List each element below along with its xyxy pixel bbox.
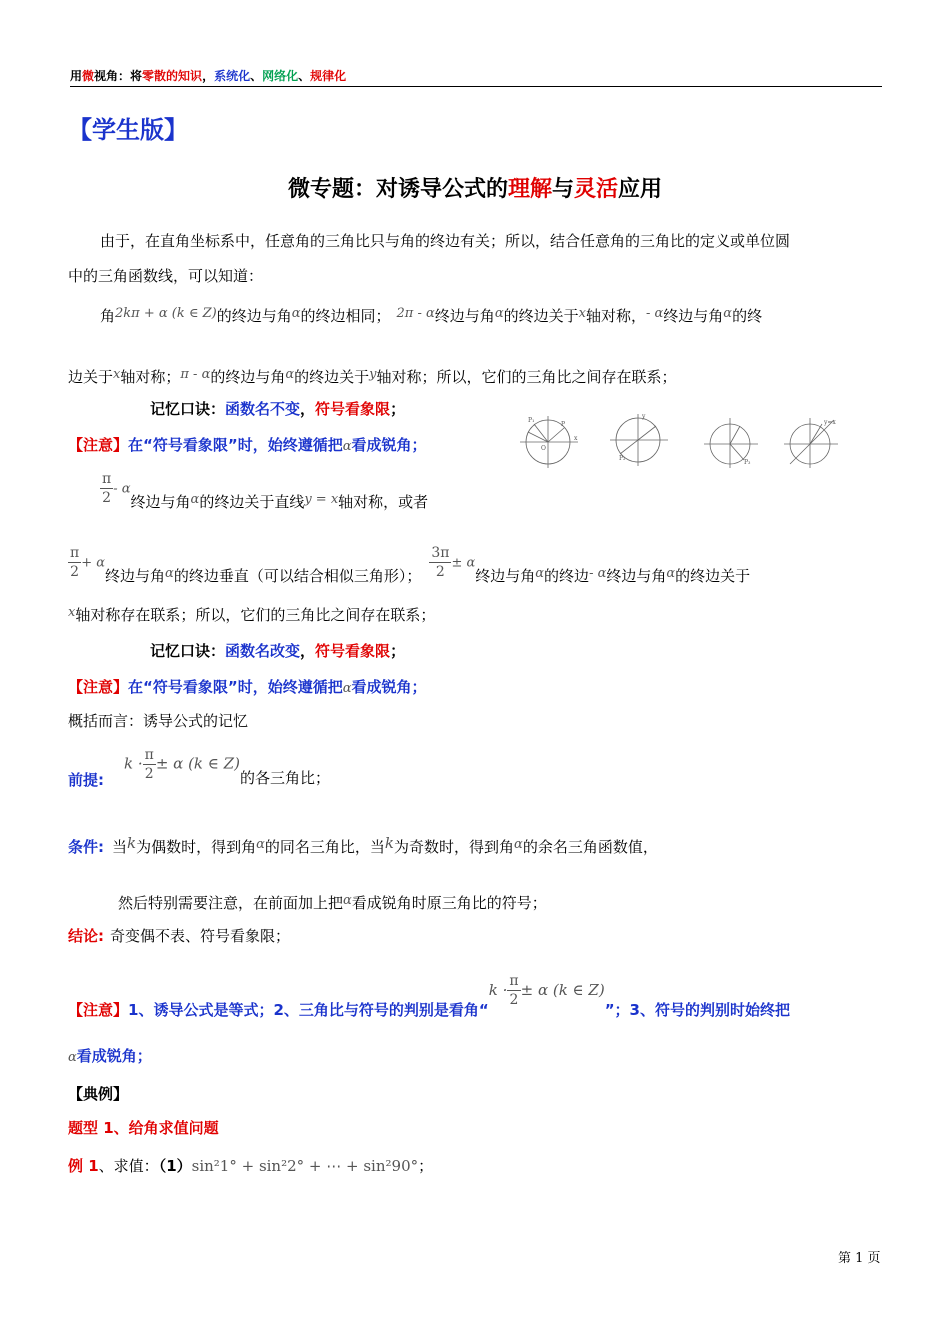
text: 的终边与角 bbox=[210, 368, 286, 386]
text: 轴对称，或者 bbox=[338, 492, 429, 511]
text: 轴对称， bbox=[585, 307, 646, 325]
text: 轴对称存在联系；所以，它们的三角比之间存在联系； bbox=[75, 606, 436, 624]
numerator: π bbox=[70, 545, 80, 561]
label: 前提: bbox=[68, 770, 104, 789]
fraction bbox=[143, 746, 156, 783]
formula: 2π - α bbox=[396, 306, 435, 321]
denominator: 2 bbox=[509, 992, 519, 1008]
formula: α bbox=[514, 837, 523, 852]
text: 终边与角 bbox=[475, 566, 536, 585]
text: 终边与角 bbox=[434, 307, 495, 325]
fraction bbox=[507, 972, 520, 1009]
fraction bbox=[429, 544, 451, 581]
page-number: 第 1 页 bbox=[838, 1251, 881, 1266]
formula: α bbox=[342, 439, 352, 454]
text: 的终边关于 bbox=[503, 307, 579, 325]
formula: ± α (k ∈ Z) bbox=[520, 981, 605, 999]
numerator: 3π bbox=[431, 545, 450, 561]
formula: α bbox=[68, 1050, 77, 1065]
title-text: 与 bbox=[551, 177, 574, 202]
text: 的终边垂直（可以结合相似三角形）； bbox=[173, 566, 422, 585]
text: 记忆口诀： bbox=[150, 400, 226, 418]
formula: y = x bbox=[304, 491, 339, 507]
formula: - α bbox=[589, 565, 607, 581]
formula: α bbox=[165, 565, 174, 581]
header-text: ， bbox=[202, 69, 215, 83]
formula: α bbox=[494, 306, 504, 321]
diagram-label: P bbox=[561, 421, 566, 428]
numerator: π bbox=[509, 973, 519, 989]
formula: k bbox=[384, 834, 395, 852]
text: ； bbox=[418, 1157, 434, 1175]
formula: α bbox=[291, 306, 301, 321]
relation-line-4 bbox=[68, 544, 751, 585]
diagram-label: P₃ bbox=[744, 459, 751, 466]
header-text: 、 bbox=[298, 69, 311, 83]
formula: + α bbox=[81, 555, 106, 571]
text: 然后特别需要注意，在前面加上把 bbox=[118, 894, 344, 912]
formula: α bbox=[723, 306, 733, 321]
diagram-label: P₁ bbox=[528, 417, 535, 424]
text: 【注意】 bbox=[68, 436, 129, 454]
relation-line-1 bbox=[100, 304, 762, 326]
text: 记忆口诀： bbox=[150, 642, 226, 660]
text: 看成锐角时原三角比的符号； bbox=[351, 894, 547, 912]
formula: k bbox=[127, 834, 137, 852]
text: 函数名改变 bbox=[225, 642, 301, 660]
formula: k · bbox=[124, 754, 143, 773]
relation-line-2 bbox=[68, 365, 677, 387]
examples-heading: 【典例】 bbox=[68, 1085, 129, 1103]
header-text: 用 bbox=[70, 69, 83, 83]
header-text: 零散的知识 bbox=[142, 69, 203, 83]
formula: x bbox=[68, 605, 76, 620]
diagram-label: x bbox=[574, 435, 578, 442]
formula: sin²1° + sin²2° + ⋯ + sin²90° bbox=[191, 1157, 419, 1175]
question-type-heading: 题型 1、给角求值问题 bbox=[68, 1119, 219, 1137]
text: 的终边关于 bbox=[675, 566, 751, 585]
text: 当 bbox=[112, 838, 128, 856]
diagram-label: P₂ bbox=[619, 455, 626, 462]
formula: α bbox=[666, 565, 676, 581]
label: 条件: bbox=[68, 838, 104, 856]
text: ； bbox=[390, 642, 406, 660]
formula: y bbox=[369, 367, 377, 382]
formula: α bbox=[190, 491, 200, 507]
formula: α bbox=[535, 565, 545, 581]
title-text: 应用 bbox=[618, 177, 663, 202]
condition-line bbox=[68, 833, 658, 857]
unit-circle-diagrams bbox=[516, 410, 852, 470]
denominator: 2 bbox=[70, 564, 80, 580]
text: 【注意】 bbox=[68, 1001, 129, 1019]
formula: α bbox=[343, 893, 352, 908]
formula: ± α bbox=[451, 555, 476, 571]
text: 看成锐角； bbox=[76, 1047, 152, 1065]
text: 、求值： bbox=[98, 1157, 159, 1175]
relation-line-5 bbox=[68, 603, 435, 625]
text: 的终边关于 bbox=[294, 368, 370, 386]
header-text: 视角：将 bbox=[94, 69, 143, 83]
text: 的终 bbox=[732, 307, 763, 325]
text: 在“符号看象限”时，始终遵循把 bbox=[128, 678, 343, 696]
numerator: π bbox=[144, 747, 154, 763]
header-text: 规律化 bbox=[310, 69, 347, 83]
label: 结论: bbox=[68, 927, 104, 945]
diagram-label: y bbox=[642, 413, 646, 420]
title-text: 微专题：对诱导公式的 bbox=[287, 177, 508, 202]
header-text: 网络化 bbox=[262, 69, 299, 83]
numerator: π bbox=[102, 471, 112, 487]
fraction bbox=[68, 544, 81, 581]
note-3-continued bbox=[68, 1045, 152, 1066]
text: 边关于 bbox=[68, 368, 114, 386]
label: 例 1 bbox=[68, 1157, 99, 1175]
text: 为奇数时，得到角 bbox=[394, 838, 515, 856]
formula: α bbox=[285, 367, 295, 382]
note-1 bbox=[68, 434, 427, 455]
diagram-label: O bbox=[541, 445, 546, 452]
version-label: 【学生版】 bbox=[68, 116, 188, 144]
formula: - α bbox=[645, 306, 664, 321]
example-1 bbox=[68, 1156, 433, 1176]
note-3 bbox=[68, 972, 790, 1019]
formula: x bbox=[578, 306, 586, 321]
formula: k · bbox=[488, 981, 508, 999]
formula: ± α (k ∈ Z) bbox=[155, 754, 240, 773]
formula: α bbox=[256, 837, 265, 852]
relation-line-3 bbox=[100, 470, 429, 511]
text: 轴对称；所以，它们的三角比之间存在联系； bbox=[376, 368, 677, 386]
summary-line: 概括而言：诱导公式的记忆 bbox=[68, 712, 249, 730]
text: ， bbox=[300, 400, 316, 418]
note-2 bbox=[68, 676, 427, 697]
text: 奇变偶不表、符号看象限； bbox=[110, 927, 291, 945]
fraction bbox=[100, 470, 113, 507]
text: 的余名三角函数值， bbox=[522, 838, 658, 856]
text: 的终边相同； bbox=[300, 307, 391, 325]
text: 【注意】 bbox=[68, 678, 129, 696]
diagram-label: y=x bbox=[824, 419, 836, 426]
mnemonic-2 bbox=[150, 640, 405, 661]
intro-line-1: 由于，在直角坐标系中，任意角的三角比只与角的终边有关；所以，结合任意角的三角比的定义或单位圆 bbox=[100, 232, 791, 250]
page-title bbox=[0, 172, 950, 203]
formula: α bbox=[342, 681, 352, 696]
mnemonic-1 bbox=[150, 398, 405, 419]
header-text: 微 bbox=[82, 69, 95, 83]
denominator: 2 bbox=[144, 766, 154, 782]
formula: - α bbox=[113, 481, 131, 497]
header-divider bbox=[70, 86, 882, 87]
title-text: 理解 bbox=[507, 177, 552, 202]
text: 终边与角 bbox=[130, 492, 191, 511]
text: 符号看象限 bbox=[315, 400, 391, 418]
formula: 2kπ + α (k ∈ Z) bbox=[115, 306, 217, 321]
header-text: 系统化 bbox=[214, 69, 251, 83]
text: ， bbox=[300, 642, 316, 660]
text: 看成锐角； bbox=[351, 678, 427, 696]
header-text: 、 bbox=[250, 69, 263, 83]
then-line bbox=[118, 891, 547, 913]
text: 的同名三角比，当 bbox=[264, 838, 385, 856]
text: 终边与角 bbox=[663, 307, 724, 325]
text: 轴对称； bbox=[120, 368, 181, 386]
conclusion-line bbox=[68, 926, 290, 946]
text: 的各三角比； bbox=[239, 768, 330, 787]
text: 1、诱导公式是等式；2、三角比与符号的判别是看角“ bbox=[128, 1001, 489, 1019]
intro-line-2: 中的三角函数线，可以知道： bbox=[68, 267, 264, 285]
text: （1） bbox=[158, 1157, 192, 1175]
text: 为偶数时，得到角 bbox=[136, 838, 257, 856]
text: 的终边与角 bbox=[216, 307, 292, 325]
header-slogan bbox=[70, 67, 346, 84]
title-text: 灵活 bbox=[574, 177, 619, 202]
text: 角 bbox=[100, 307, 116, 325]
text: 的终边关于直线 bbox=[199, 492, 305, 511]
denominator: 2 bbox=[102, 490, 112, 506]
text: ”；3、符号的判别时始终把 bbox=[604, 1001, 790, 1019]
formula: π - α bbox=[180, 367, 211, 382]
text: 终边与角 bbox=[105, 566, 166, 585]
text: 函数名不变 bbox=[225, 400, 301, 418]
text: ； bbox=[390, 400, 406, 418]
text: 的终边 bbox=[544, 566, 590, 585]
denominator: 2 bbox=[435, 564, 445, 580]
text: 在“符号看象限”时，始终遵循把 bbox=[128, 436, 343, 454]
text: 终边与角 bbox=[606, 566, 667, 585]
text: 符号看象限 bbox=[315, 642, 391, 660]
text: 看成锐角； bbox=[351, 436, 427, 454]
formula: x bbox=[113, 367, 121, 382]
premise-line bbox=[68, 746, 330, 789]
